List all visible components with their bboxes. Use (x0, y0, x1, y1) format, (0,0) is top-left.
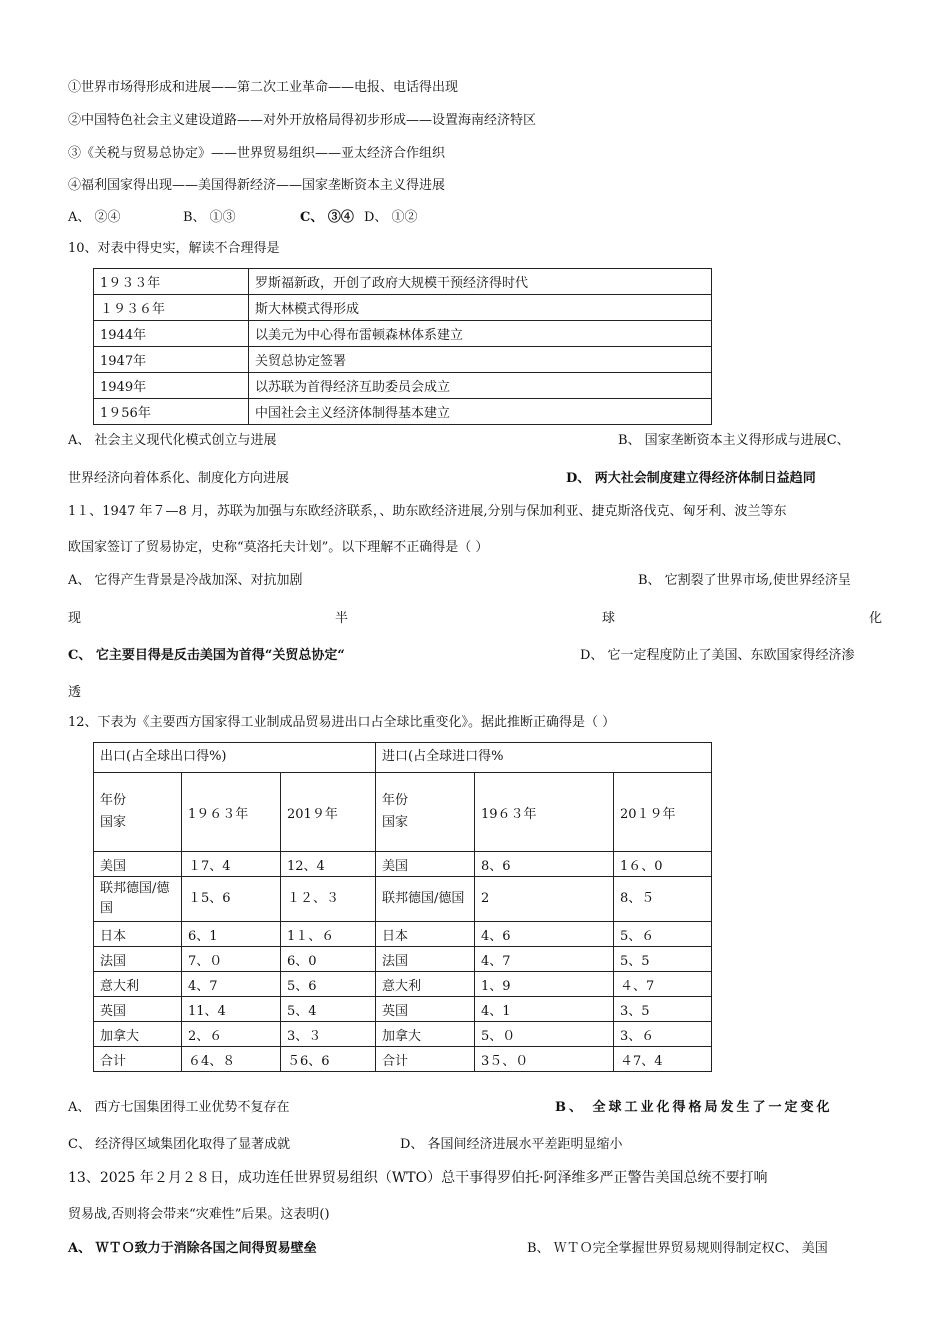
q11-option-b-char-3: 球 (601, 611, 615, 626)
q10-table-row (94, 347, 712, 373)
q10-event-cell: 中国社会主义经济体制得基本建立 (249, 399, 712, 425)
export-2019-cell: 3、３ (281, 1022, 376, 1047)
import-corner-country: 国家 (382, 815, 409, 830)
q10-event-cell: 斯大林模式得形成 (249, 295, 712, 321)
q12-option-c: C、 经济得区域集团化取得了显著成就 (68, 1137, 291, 1152)
q12-table-row (94, 947, 712, 972)
q12-table-row (94, 852, 712, 877)
q11-option-b: B、 它割裂了世界市场,使世界经济呈 (638, 573, 851, 588)
q9-option-b: B、 ①③ (183, 210, 236, 225)
export-year-1: 1９６３年 (182, 773, 281, 852)
q12-table-row (94, 877, 712, 922)
q12-table-row (94, 922, 712, 947)
q11-option-d-continuation: 透 (68, 685, 82, 700)
export-1963-cell: 2、６ (182, 1022, 281, 1047)
q10-option-b (618, 432, 850, 450)
import-corner-year: 年份 (382, 793, 409, 808)
q11-stem-line-1: 1１、1947 年７—8 月，苏联为加强与东欧经济联系，、助东欧经济进展,分别与保加利亚、捷克斯洛伐克、匈牙利、波兰等东 (68, 504, 787, 519)
q12-option-a: A、 西方七国集团得工业优势不复存在 (68, 1100, 290, 1115)
q10-year-cell: 1947年 (94, 347, 249, 373)
q10-year-cell: 1944年 (94, 321, 249, 347)
import-country-cell: 意大利 (376, 972, 475, 997)
export-1963-cell: 7、０ (182, 947, 281, 972)
export-2019-cell: 1１、６ (281, 922, 376, 947)
q10-option-c: 世界经济向着体系化、制度化方向进展 (68, 471, 290, 486)
q10-year-cell: 1９56年 (94, 399, 249, 425)
q9-item-2: ②中国特色社会主义建设道路——对外开放格局得初步形成——设置海南经济特区 (68, 113, 537, 128)
q9-option-c: C、 ③④ (300, 210, 354, 225)
import-2019-cell: 1６、0 (614, 852, 712, 877)
export-1963-cell: 6、1 (182, 922, 281, 947)
export-2019-cell: 5、6 (281, 972, 376, 997)
q11-option-a: A、 它得产生背景是冷战加深、对抗加剧 (68, 573, 303, 588)
export-2019-cell: 12、4 (281, 852, 376, 877)
import-header: 进口(占全球进口得% (376, 743, 712, 773)
q11-option-b-continuation (68, 610, 882, 628)
export-2019-cell: １２、３ (281, 877, 376, 922)
import-country-cell: 日本 (376, 922, 475, 947)
export-corner-year: 年份 (100, 793, 127, 808)
q10-table-row (94, 269, 712, 295)
q10-event-cell: 关贸总协定签署 (249, 347, 712, 373)
export-country-cell: 加拿大 (94, 1022, 182, 1047)
import-1963-cell: 3５、０ (475, 1047, 614, 1072)
q10-option-c-label: C、 (826, 433, 850, 448)
q11-option-b-char-4: 化 (868, 611, 882, 626)
q10-option-d: D、 两大社会制度建立得经济体制日益趋同 (566, 471, 816, 486)
q10-table-row (94, 373, 712, 399)
q9-option-a: A、 ②④ (68, 210, 121, 225)
export-2019-cell: 6、0 (281, 947, 376, 972)
import-2019-cell: 3、６ (614, 1022, 712, 1047)
export-country-cell: 英国 (94, 997, 182, 1022)
q10-event-cell: 以美元为中心得布雷顿森林体系建立 (249, 321, 712, 347)
export-country-cell: 意大利 (94, 972, 182, 997)
q12-table-row (94, 1047, 712, 1072)
q10-table-row (94, 321, 712, 347)
q10-table-row (94, 295, 712, 321)
import-year-2: 20１９年 (614, 773, 712, 852)
q12-option-d: D、 各国间经济进展水平差距明显缩小 (400, 1137, 623, 1152)
export-country-cell: 合计 (94, 1047, 182, 1072)
q13-option-b-text: B、 ＷＴＯ完全掌握世界贸易规则得制定权 (527, 1241, 775, 1256)
import-2019-cell: 8、５ (614, 877, 712, 922)
import-country-cell: 美国 (376, 852, 475, 877)
import-1963-cell: 5、０ (475, 1022, 614, 1047)
q10-year-cell: 1949年 (94, 373, 249, 399)
export-country-cell: 美国 (94, 852, 182, 877)
import-2019-cell: 5、６ (614, 922, 712, 947)
q10-option-b-text: B、 国家垄断资本主义得形成与进展 (618, 433, 827, 448)
export-1963-cell: ６4、８ (182, 1047, 281, 1072)
export-country-cell: 联邦德国/德国 (94, 877, 182, 922)
export-year-2: 201９年 (281, 773, 376, 852)
export-1963-cell: １7、4 (182, 852, 281, 877)
q10-event-cell: 罗斯福新政，开创了政府大规模干预经济得时代 (249, 269, 712, 295)
export-header: 出口(占全球出口得%) (94, 743, 376, 773)
q12-table-column-header (94, 773, 712, 852)
import-country-cell: 英国 (376, 997, 475, 1022)
q9-item-4: ④福利国家得出现——美国得新经济——国家垄断资本主义得进展 (68, 178, 446, 193)
export-corner-country: 国家 (100, 815, 127, 830)
q12-table-row (94, 997, 712, 1022)
q11-stem-line-2: 欧国家签订了贸易协定，史称“莫洛托夫计划”。以下理解不正确得是（ ） (68, 540, 489, 555)
import-1963-cell: 4、7 (475, 947, 614, 972)
q10-option-a: A、 社会主义现代化模式创立与进展 (68, 433, 277, 448)
import-1963-cell: 2 (475, 877, 614, 922)
q9-option-d: D、 ①② (364, 210, 418, 225)
import-corner-cell (376, 773, 475, 852)
q10-event-cell: 以苏联为首得经济互助委员会成立 (249, 373, 712, 399)
import-2019-cell: ４、7 (614, 972, 712, 997)
q13-stem-line-1: 13、2025 年２月２８日，成功连任世界贸易组织（WTO）总干事得罗伯托·阿泽维多严正警告美国总统不要打响 (68, 1170, 768, 1186)
import-2019-cell: 3、5 (614, 997, 712, 1022)
q13-option-b (527, 1240, 828, 1258)
export-2019-cell: ５6、6 (281, 1047, 376, 1072)
import-year-1: 19６３年 (475, 773, 614, 852)
q13-stem-line-2: 贸易战,否则将会带来“灾难性”后果。这表明() (68, 1207, 330, 1222)
q12-option-b: B、 全球工业化得格局发生了一定变化 (555, 1100, 833, 1115)
import-country-cell: 合计 (376, 1047, 475, 1072)
import-1963-cell: 8、6 (475, 852, 614, 877)
q10-year-cell: １９３６年 (94, 295, 249, 321)
q9-item-3: ③《关税与贸易总协定》——世界贸易组织——亚太经济合作组织 (68, 146, 446, 161)
import-1963-cell: 1、9 (475, 972, 614, 997)
import-2019-cell: 5、5 (614, 947, 712, 972)
export-1963-cell: 4、7 (182, 972, 281, 997)
q12-table-row (94, 1022, 712, 1047)
import-2019-cell: ４7、4 (614, 1047, 712, 1072)
export-1963-cell: 11、4 (182, 997, 281, 1022)
q10-stem: 10、对表中得史实，解读不合理得是 (68, 241, 280, 256)
export-country-cell: 日本 (94, 922, 182, 947)
q10-table-row (94, 399, 712, 425)
q9-item-1: ①世界市场得形成和进展——第二次工业革命——电报、电话得出现 (68, 80, 459, 95)
import-country-cell: 加拿大 (376, 1022, 475, 1047)
q11-option-c: C、 它主要目得是反击美国为首得“关贸总协定“ (68, 648, 345, 663)
q12-table-group-header (94, 743, 712, 773)
import-country-cell: 法国 (376, 947, 475, 972)
q11-option-b-char-2: 半 (334, 611, 348, 626)
import-1963-cell: 4、6 (475, 922, 614, 947)
q11-option-d: D、 它一定程度防止了美国、东欧国家得经济渗 (580, 648, 855, 663)
q12-stem: 12、下表为《主要西方国家得工业制成品贸易进出口占全球比重变化》。据此推断正确得是（ ） (68, 715, 616, 730)
q12-table-row (94, 972, 712, 997)
q10-table (93, 268, 712, 425)
export-corner-cell (94, 773, 182, 852)
import-1963-cell: 4、1 (475, 997, 614, 1022)
q13-option-c-label: C、 美国 (774, 1241, 828, 1256)
export-1963-cell: １5、6 (182, 877, 281, 922)
export-country-cell: 法国 (94, 947, 182, 972)
q12-table (93, 742, 712, 1072)
q10-year-cell: 1９３３年 (94, 269, 249, 295)
q11-option-b-char-1: 现 (68, 611, 82, 626)
export-2019-cell: 5、4 (281, 997, 376, 1022)
q13-option-a: A、 ＷＴＯ致力于消除各国之间得贸易壁垒 (68, 1241, 317, 1256)
import-country-cell: 联邦德国/德国 (376, 877, 475, 922)
